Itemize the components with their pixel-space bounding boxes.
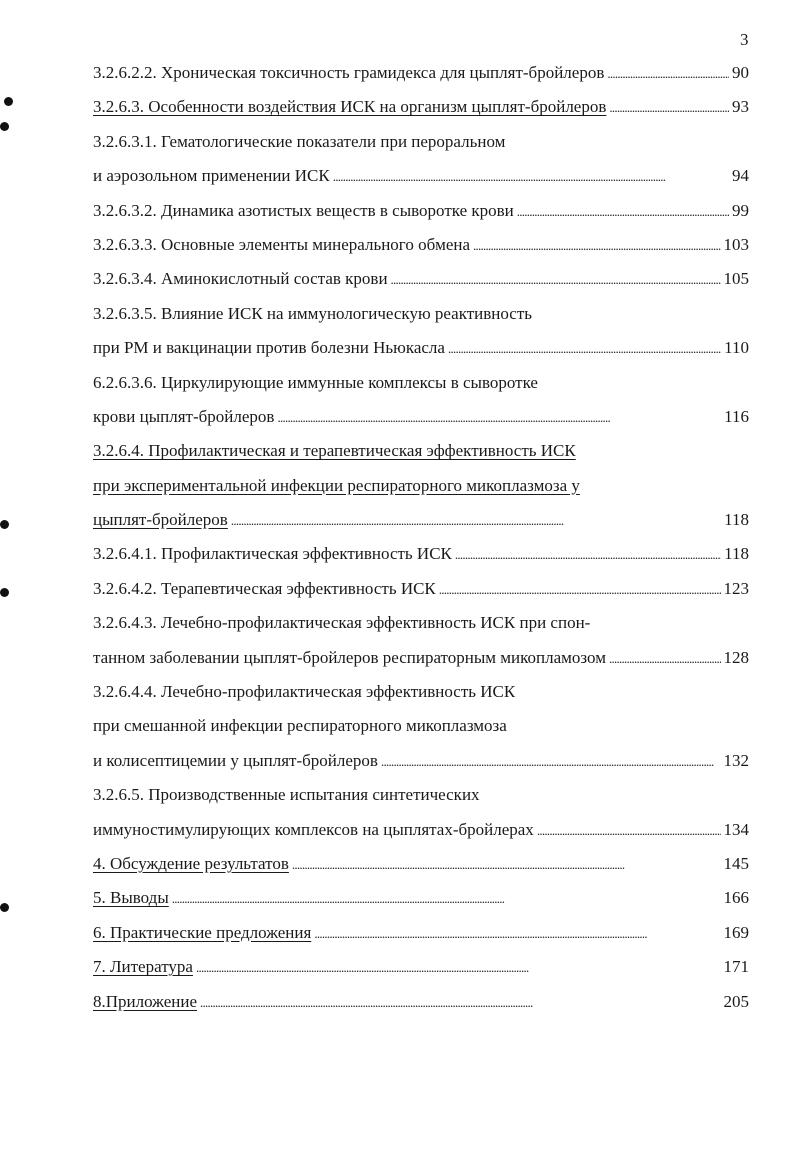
dot-leader bbox=[607, 56, 729, 91]
toc-entry bbox=[93, 709, 749, 743]
toc-entry bbox=[93, 331, 749, 365]
toc-entry-page: 94 bbox=[732, 166, 749, 186]
toc-entry-title: и колисептицемии у цыплят-бройлеров bbox=[93, 750, 378, 770]
dot-leader bbox=[448, 331, 721, 366]
toc-entry-page: 169 bbox=[723, 922, 749, 942]
scan-mark bbox=[0, 122, 9, 131]
toc-entry bbox=[93, 985, 749, 1019]
table-of-contents bbox=[93, 56, 749, 1019]
toc-entry-page: 205 bbox=[723, 991, 749, 1011]
toc-entry bbox=[93, 950, 749, 984]
toc-entry bbox=[93, 572, 749, 606]
dot-leader bbox=[200, 985, 721, 1020]
toc-entry bbox=[93, 400, 749, 434]
toc-entry-page: 103 bbox=[723, 234, 749, 254]
toc-entry bbox=[93, 125, 749, 159]
toc-entry-title: 3.2.6.4.1. Профилактическая эффективность ИСК bbox=[93, 544, 452, 564]
toc-entry-page: 93 bbox=[732, 97, 749, 117]
dot-leader bbox=[473, 228, 720, 263]
toc-entry-page: 105 bbox=[723, 269, 749, 289]
toc-entry-title: при смешанной инфекции респираторного микоплазмоза bbox=[93, 716, 507, 736]
toc-entry bbox=[93, 606, 749, 640]
toc-entry-page: 116 bbox=[724, 406, 749, 426]
toc-entry bbox=[93, 262, 749, 296]
toc-entry-title: 3.2.6.3.2. Динамика азотистых веществ в сыворотке крови bbox=[93, 200, 514, 220]
dot-leader bbox=[381, 744, 721, 779]
scan-mark bbox=[0, 588, 9, 597]
dot-leader bbox=[439, 572, 721, 607]
toc-entry bbox=[93, 813, 749, 847]
dot-leader bbox=[277, 400, 721, 435]
toc-entry-title: 6. Практические предложения bbox=[93, 922, 312, 942]
toc-entry-title: при РМ и вакцинации против болезни Ньюкасла bbox=[93, 338, 445, 358]
toc-entry bbox=[93, 159, 749, 193]
toc-entry bbox=[93, 847, 749, 881]
toc-entry-page: 166 bbox=[723, 888, 749, 908]
toc-entry bbox=[93, 469, 749, 503]
scan-mark bbox=[0, 903, 9, 912]
toc-entry bbox=[93, 778, 749, 812]
dot-leader bbox=[609, 90, 729, 125]
toc-entry bbox=[93, 641, 749, 675]
toc-entry-title: 3.2.6.4.2. Терапевтическая эффективность ИСК bbox=[93, 578, 436, 598]
toc-entry-title: 3.2.6.3.3. Основные элементы минерального обмена bbox=[93, 234, 471, 254]
dot-leader bbox=[517, 194, 729, 229]
toc-entry-title: цыплят-бройлеров bbox=[93, 510, 228, 530]
toc-entry-page: 90 bbox=[732, 63, 749, 82]
toc-entry-title: 3.2.6.3.1. Гематологические показатели при пероральном bbox=[93, 131, 506, 151]
toc-entry bbox=[93, 90, 749, 124]
toc-entry-page: 118 bbox=[724, 544, 749, 564]
toc-entry bbox=[93, 881, 749, 915]
toc-entry-title: 3.2.6.3. Особенности воздействия ИСК на организм цыплят-бройлеров bbox=[93, 97, 607, 117]
toc-entry-title: танном заболевании цыплят-бройлеров респираторным микопламозом bbox=[93, 647, 606, 667]
dot-leader bbox=[455, 537, 721, 572]
toc-entry-title: при экспериментальной инфекции респираторного микоплазмоза у bbox=[93, 475, 580, 495]
toc-entry-page: 99 bbox=[732, 200, 749, 220]
dot-leader bbox=[172, 881, 721, 916]
toc-entry bbox=[93, 194, 749, 228]
toc-entry bbox=[93, 675, 749, 709]
dot-leader bbox=[537, 813, 721, 848]
toc-entry-page: 171 bbox=[723, 957, 749, 977]
toc-entry-title: 3.2.6.4.4. Лечебно-профилактическая эффективность ИСК bbox=[93, 682, 516, 702]
dot-leader bbox=[333, 159, 729, 194]
toc-entry-title: 3.2.6.3.5. Влияние ИСК на иммунологическую реактивность bbox=[93, 303, 533, 323]
dot-leader bbox=[314, 916, 720, 951]
toc-entry-title: 3.2.6.4.3. Лечебно-профилактическая эффективность ИСК при спон- bbox=[93, 613, 591, 633]
toc-entry bbox=[93, 366, 749, 400]
toc-entry-page: 134 bbox=[723, 819, 749, 839]
toc-entry-page: 132 bbox=[723, 750, 749, 770]
toc-entry bbox=[93, 297, 749, 331]
toc-entry bbox=[93, 744, 749, 778]
toc-entry-title: 3.2.6.3.4. Аминокислотный состав крови bbox=[93, 269, 388, 289]
dot-leader bbox=[196, 950, 721, 985]
toc-entry-page: 128 bbox=[723, 647, 749, 667]
toc-entry bbox=[93, 916, 749, 950]
toc-entry-title: 3.2.6.2.2. Хроническая токсичность грамидекса для цыплят-бройлеров bbox=[93, 63, 605, 82]
toc-entry-title: 5. Выводы bbox=[93, 888, 169, 908]
toc-entry-page: 110 bbox=[724, 338, 749, 358]
toc-entry-title: иммуностимулирующих комплексов на цыплятах-бройлерах bbox=[93, 819, 534, 839]
toc-entry-title: 7. Литература bbox=[93, 957, 193, 977]
toc-entry-title: 8.Приложение bbox=[93, 991, 197, 1011]
scan-mark bbox=[0, 520, 9, 529]
toc-entry bbox=[93, 503, 749, 537]
toc-entry-page: 123 bbox=[723, 578, 749, 598]
toc-entry-page: 118 bbox=[724, 510, 749, 530]
scan-mark bbox=[4, 97, 13, 106]
toc-entry bbox=[93, 228, 749, 262]
toc-entry-title: 6.2.6.3.6. Циркулирующие иммунные комплексы в сыворотке bbox=[93, 372, 538, 392]
toc-entry bbox=[93, 56, 749, 90]
toc-entry-title: 4. Обсуждение результатов bbox=[93, 853, 289, 873]
toc-entry-title: 3.2.6.5. Производственные испытания синтетических bbox=[93, 785, 480, 805]
toc-entry bbox=[93, 537, 749, 571]
page-number: 3 bbox=[740, 30, 749, 49]
dot-leader bbox=[231, 503, 721, 538]
toc-entry-title: 3.2.6.4. Профилактическая и терапевтическая эффективность ИСК bbox=[93, 441, 576, 461]
dot-leader bbox=[292, 847, 721, 882]
toc-entry-title: крови цыплят-бройлеров bbox=[93, 406, 275, 426]
dot-leader bbox=[609, 641, 721, 676]
toc-entry-title: и аэрозольном применении ИСК bbox=[93, 166, 330, 186]
dot-leader bbox=[391, 262, 721, 297]
toc-entry-page: 145 bbox=[723, 853, 749, 873]
toc-entry bbox=[93, 434, 749, 468]
